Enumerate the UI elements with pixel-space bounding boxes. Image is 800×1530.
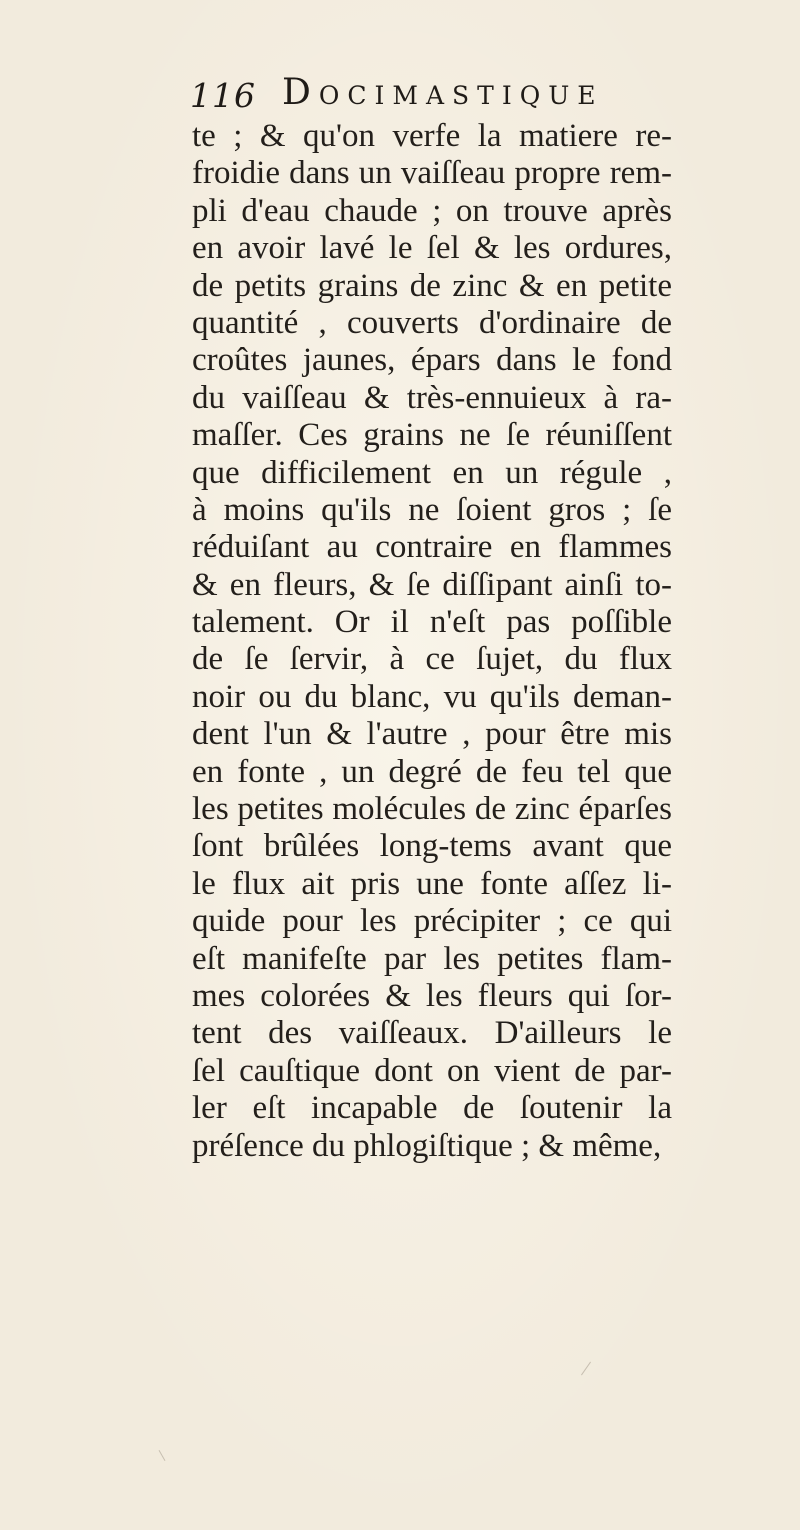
text-line: de petits grains de zinc & en petite [192, 267, 672, 304]
text-line: en avoir lavé le ſel & les ordures, [192, 230, 672, 267]
text-line: maſſer. Ces grains ne ſe réuniſſent [192, 417, 672, 454]
text-line: ſel cauſtique dont on vient de par- [192, 1052, 672, 1089]
text-line: préſence du phlogiſtique ; & même, [192, 1127, 662, 1164]
text-line: pli d'eau chaude ; on trouve après [192, 192, 672, 229]
paper-mark [159, 1450, 166, 1461]
text-line: ſont brûlées long-tems avant que [192, 828, 672, 865]
text-line: en fonte , un degré de feu tel que [192, 753, 672, 790]
text-line: que difficilement en un régule , [192, 454, 672, 491]
text-line: à moins qu'ils ne ſoient gros ; ſe [192, 491, 672, 528]
text-line: croûtes jaunes, épars dans le fond [192, 342, 672, 379]
text-line: de ſe ſervir, à ce ſujet, du flux [192, 641, 672, 678]
text-line: les petites molécules de zinc éparſes [192, 791, 672, 828]
page-number: 116 [190, 76, 256, 115]
text-line: réduiſant au contraire en flammes [192, 529, 672, 566]
text-line: froidie dans un vaiſſeau propre rem- [192, 155, 672, 192]
paper-mark [581, 1362, 591, 1376]
text-line: talement. Or il n'eſt pas poſſible [192, 604, 672, 641]
text-line: te ; & qu'on verfe la matiere re- [192, 118, 672, 154]
text-line: & en fleurs, & ſe diſſipant ainſi to- [192, 566, 672, 603]
text-line: dent l'un & l'autre , pour être mis [192, 716, 672, 753]
body-text [192, 118, 672, 1165]
text-line: noir ou du blanc, vu qu'ils deman- [192, 678, 672, 715]
text-line: mes colorées & les fleurs qui ſor- [192, 977, 672, 1014]
text-line: ler eſt incapable de ſoutenir la [192, 1090, 672, 1127]
text-line: tent des vaiſſeaux. D'ailleurs le [192, 1015, 672, 1052]
text-line: quantité , couverts d'ordinaire de [192, 304, 672, 341]
text-line: le flux ait pris une fonte aſſez li- [192, 865, 672, 902]
running-title: Docimastique [282, 72, 604, 113]
running-head [190, 72, 690, 122]
text-line: quide pour les précipiter ; ce qui [192, 903, 672, 940]
text-line: du vaiſſeau & très-ennuieux à ra- [192, 379, 672, 416]
text-line: eſt manifeſte par les petites flam- [192, 940, 672, 977]
